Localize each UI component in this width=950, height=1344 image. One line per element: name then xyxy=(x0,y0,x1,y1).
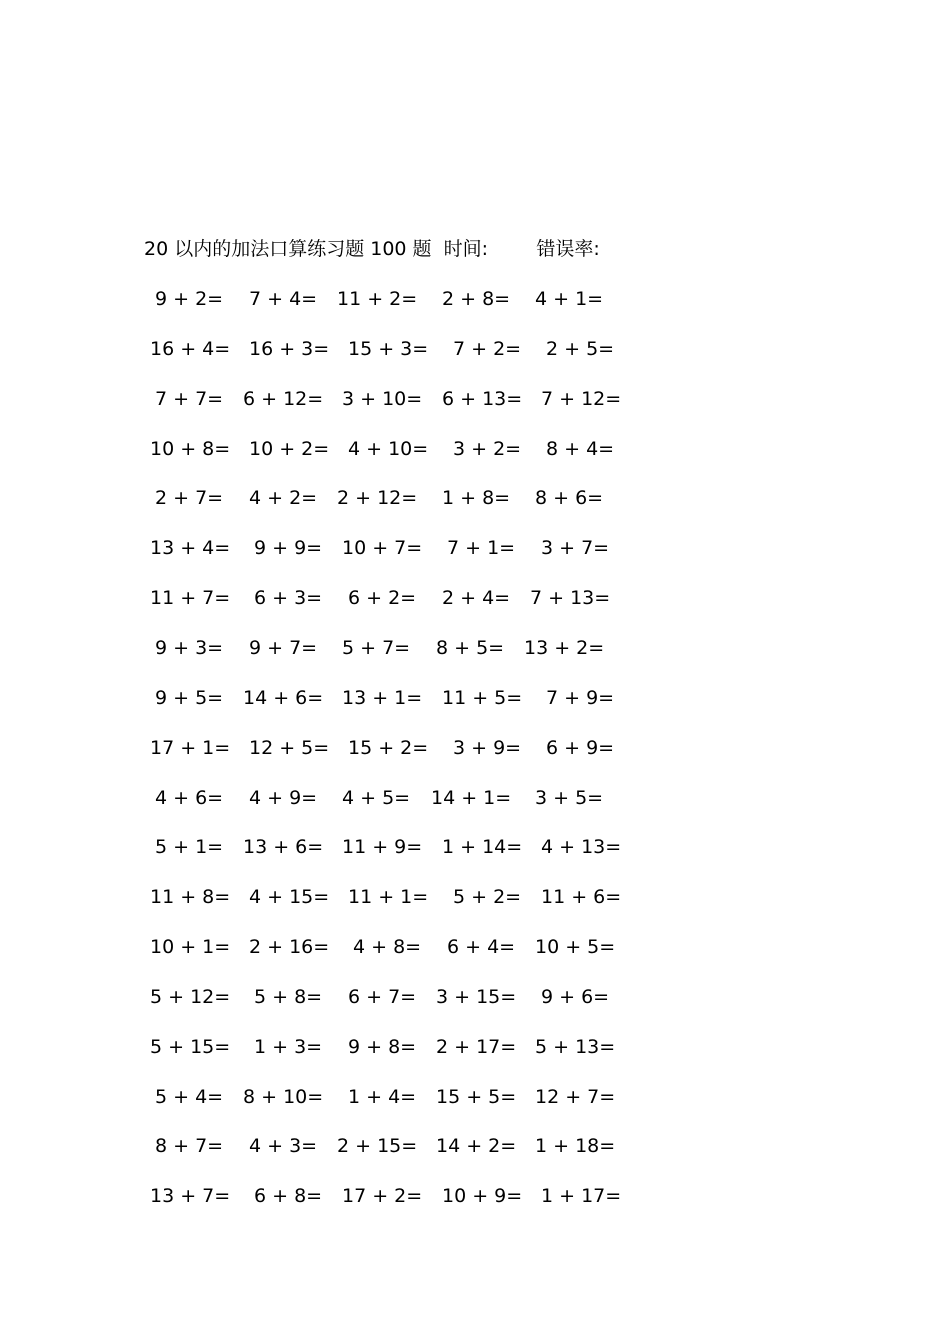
problem-item: 3 + 5= xyxy=(535,787,604,809)
problem-item: 1 + 18= xyxy=(535,1135,616,1157)
problem-item: 6 + 8= xyxy=(254,1185,323,1207)
problem-item: 4 + 1= xyxy=(535,288,604,310)
problem-item: 9 + 9= xyxy=(254,537,323,559)
problem-item: 6 + 2= xyxy=(348,587,417,609)
problem-item: 14 + 2= xyxy=(436,1135,517,1157)
problem-item: 1 + 8= xyxy=(442,487,511,509)
problem-item: 10 + 1= xyxy=(150,936,231,958)
problem-item: 14 + 1= xyxy=(431,787,512,809)
problem-item: 5 + 4= xyxy=(155,1086,224,1108)
problem-item: 4 + 6= xyxy=(155,787,224,809)
page-title: 20 以内的加法口算练习题 100 题 时间: 错误率: xyxy=(144,238,600,260)
problem-item: 9 + 2= xyxy=(155,288,224,310)
problem-item: 10 + 8= xyxy=(150,438,231,460)
problem-item: 12 + 7= xyxy=(535,1086,616,1108)
problem-item: 9 + 3= xyxy=(155,637,224,659)
problem-item: 7 + 4= xyxy=(249,288,318,310)
problem-item: 5 + 1= xyxy=(155,836,224,858)
problem-item: 2 + 16= xyxy=(249,936,330,958)
problem-item: 4 + 5= xyxy=(342,787,411,809)
problem-item: 10 + 2= xyxy=(249,438,330,460)
problem-item: 3 + 9= xyxy=(453,737,522,759)
problem-item: 2 + 4= xyxy=(442,587,511,609)
problem-item: 5 + 8= xyxy=(254,986,323,1008)
problem-item: 8 + 5= xyxy=(436,637,505,659)
problem-item: 16 + 4= xyxy=(150,338,231,360)
problem-item: 11 + 9= xyxy=(342,836,423,858)
problem-item: 4 + 3= xyxy=(249,1135,318,1157)
problem-item: 13 + 7= xyxy=(150,1185,231,1207)
problem-item: 8 + 4= xyxy=(546,438,615,460)
problem-item: 11 + 6= xyxy=(541,886,622,908)
problem-item: 15 + 5= xyxy=(436,1086,517,1108)
problem-item: 4 + 8= xyxy=(353,936,422,958)
problem-item: 4 + 9= xyxy=(249,787,318,809)
problem-item: 2 + 7= xyxy=(155,487,224,509)
problem-item: 13 + 1= xyxy=(342,687,423,709)
problem-item: 6 + 13= xyxy=(442,388,523,410)
problem-item: 4 + 2= xyxy=(249,487,318,509)
problem-item: 7 + 1= xyxy=(447,537,516,559)
problem-item: 5 + 13= xyxy=(535,1036,616,1058)
problem-item: 10 + 9= xyxy=(442,1185,523,1207)
problem-item: 14 + 6= xyxy=(243,687,324,709)
problem-item: 9 + 5= xyxy=(155,687,224,709)
problem-item: 6 + 4= xyxy=(447,936,516,958)
problem-item: 11 + 1= xyxy=(348,886,429,908)
problem-item: 7 + 2= xyxy=(453,338,522,360)
problem-item: 11 + 2= xyxy=(337,288,418,310)
problem-item: 7 + 9= xyxy=(546,687,615,709)
problem-item: 5 + 15= xyxy=(150,1036,231,1058)
problem-item: 2 + 5= xyxy=(546,338,615,360)
problem-item: 7 + 13= xyxy=(530,587,611,609)
problem-item: 6 + 3= xyxy=(254,587,323,609)
problem-item: 2 + 12= xyxy=(337,487,418,509)
problem-item: 3 + 2= xyxy=(453,438,522,460)
problem-item: 4 + 13= xyxy=(541,836,622,858)
problem-item: 13 + 6= xyxy=(243,836,324,858)
problem-item: 8 + 10= xyxy=(243,1086,324,1108)
problem-item: 5 + 7= xyxy=(342,637,411,659)
problem-item: 3 + 10= xyxy=(342,388,423,410)
problem-item: 4 + 10= xyxy=(348,438,429,460)
problem-item: 2 + 15= xyxy=(337,1135,418,1157)
problem-item: 17 + 1= xyxy=(150,737,231,759)
problem-item: 15 + 2= xyxy=(348,737,429,759)
problem-item: 12 + 5= xyxy=(249,737,330,759)
problem-item: 9 + 8= xyxy=(348,1036,417,1058)
problem-item: 6 + 9= xyxy=(546,737,615,759)
problem-item: 7 + 7= xyxy=(155,388,224,410)
problem-item: 16 + 3= xyxy=(249,338,330,360)
problem-item: 15 + 3= xyxy=(348,338,429,360)
problem-item: 8 + 7= xyxy=(155,1135,224,1157)
problem-item: 5 + 2= xyxy=(453,886,522,908)
problem-item: 5 + 12= xyxy=(150,986,231,1008)
problem-item: 13 + 4= xyxy=(150,537,231,559)
problem-item: 9 + 7= xyxy=(249,637,318,659)
problem-item: 10 + 5= xyxy=(535,936,616,958)
problem-item: 4 + 15= xyxy=(249,886,330,908)
problem-item: 7 + 12= xyxy=(541,388,622,410)
problem-item: 11 + 8= xyxy=(150,886,231,908)
problem-item: 10 + 7= xyxy=(342,537,423,559)
problem-item: 6 + 12= xyxy=(243,388,324,410)
problem-item: 11 + 5= xyxy=(442,687,523,709)
problem-item: 9 + 6= xyxy=(541,986,610,1008)
problem-item: 2 + 8= xyxy=(442,288,511,310)
problem-item: 8 + 6= xyxy=(535,487,604,509)
problem-item: 2 + 17= xyxy=(436,1036,517,1058)
problem-item: 13 + 2= xyxy=(524,637,605,659)
problem-item: 1 + 14= xyxy=(442,836,523,858)
problem-item: 3 + 15= xyxy=(436,986,517,1008)
problem-item: 3 + 7= xyxy=(541,537,610,559)
problem-item: 6 + 7= xyxy=(348,986,417,1008)
problem-item: 1 + 4= xyxy=(348,1086,417,1108)
problem-item: 17 + 2= xyxy=(342,1185,423,1207)
problem-item: 11 + 7= xyxy=(150,587,231,609)
problem-item: 1 + 17= xyxy=(541,1185,622,1207)
problem-item: 1 + 3= xyxy=(254,1036,323,1058)
